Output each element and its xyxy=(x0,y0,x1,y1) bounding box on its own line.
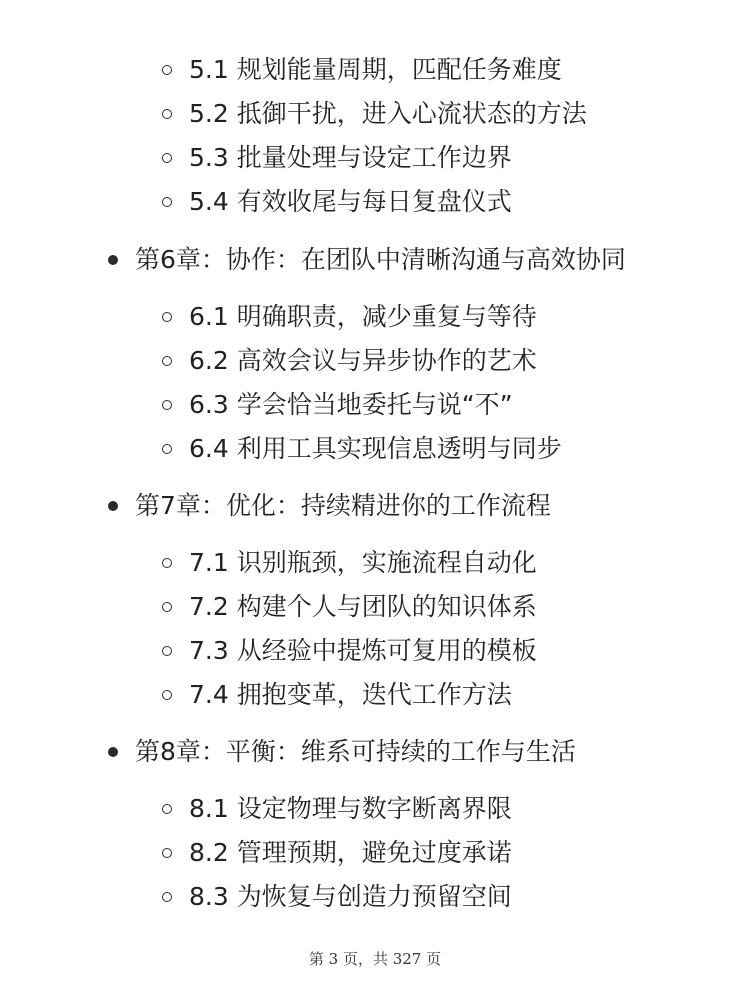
outline-item-8-1 xyxy=(162,789,512,829)
outline-item-5-2 xyxy=(162,94,587,134)
outline-item-7-2 xyxy=(162,587,537,627)
outline-item-6-4 xyxy=(162,429,562,469)
outline-item-text: 5.4 有效收尾与每日复盘仪式 xyxy=(189,187,512,216)
outline-item-text: 7.2 构建个人与团队的知识体系 xyxy=(189,592,537,621)
circle-bullet-icon xyxy=(162,602,172,612)
chapter-heading-7 xyxy=(108,486,551,526)
outline-item-text: 6.3 学会恰当地委托与说“不” xyxy=(189,390,513,419)
outline-item-text: 5.2 抵御干扰，进入心流状态的方法 xyxy=(189,99,587,128)
disc-bullet-icon xyxy=(108,501,118,511)
circle-bullet-icon xyxy=(162,400,172,410)
circle-bullet-icon xyxy=(162,197,172,207)
circle-bullet-icon xyxy=(162,312,172,322)
outline-item-text: 7.4 拥抱变革，迭代工作方法 xyxy=(189,680,512,709)
circle-bullet-icon xyxy=(162,646,172,656)
outline-item-text: 7.1 识别瓶颈，实施流程自动化 xyxy=(189,548,537,577)
outline-item-text: 8.2 管理预期，避免过度承诺 xyxy=(189,838,512,867)
disc-bullet-icon xyxy=(108,255,118,265)
circle-bullet-icon xyxy=(162,356,172,366)
outline-item-6-3 xyxy=(162,385,513,425)
outline-item-text: 7.3 从经验中提炼可复用的模板 xyxy=(189,636,537,665)
circle-bullet-icon xyxy=(162,444,172,454)
disc-bullet-icon xyxy=(108,747,118,757)
circle-bullet-icon xyxy=(162,848,172,858)
page-number-footer: 第 3 页，共 327 页 xyxy=(308,950,442,968)
chapter-heading-text: 第8章：平衡：维系可持续的工作与生活 xyxy=(135,737,576,766)
chapter-heading-6 xyxy=(108,240,626,280)
outline-item-text: 5.3 批量处理与设定工作边界 xyxy=(189,143,512,172)
circle-bullet-icon xyxy=(162,109,172,119)
outline-item-text: 6.1 明确职责，减少重复与等待 xyxy=(189,302,537,331)
outline-item-7-1 xyxy=(162,543,537,583)
outline-item-6-1 xyxy=(162,297,537,337)
outline-item-7-3 xyxy=(162,631,537,671)
outline-item-text: 8.1 设定物理与数字断离界限 xyxy=(189,794,512,823)
chapter-heading-text: 第7章：优化：持续精进你的工作流程 xyxy=(135,491,551,520)
outline-item-text: 6.4 利用工具实现信息透明与同步 xyxy=(189,434,562,463)
outline-item-7-4 xyxy=(162,675,512,715)
outline-item-6-2 xyxy=(162,341,537,381)
outline-item-8-3 xyxy=(162,877,512,917)
circle-bullet-icon xyxy=(162,690,172,700)
outline-item-5-4 xyxy=(162,182,512,222)
outline-item-5-1 xyxy=(162,50,562,90)
circle-bullet-icon xyxy=(162,804,172,814)
circle-bullet-icon xyxy=(162,892,172,902)
outline-item-text: 8.3 为恢复与创造力预留空间 xyxy=(189,882,512,911)
outline-item-5-3 xyxy=(162,138,512,178)
circle-bullet-icon xyxy=(162,65,172,75)
outline-item-text: 6.2 高效会议与异步协作的艺术 xyxy=(189,346,537,375)
circle-bullet-icon xyxy=(162,153,172,163)
chapter-heading-8 xyxy=(108,732,576,772)
circle-bullet-icon xyxy=(162,558,172,568)
chapter-heading-text: 第6章：协作：在团队中清晰沟通与高效协同 xyxy=(135,245,626,274)
outline-item-text: 5.1 规划能量周期，匹配任务难度 xyxy=(189,55,562,84)
outline-item-8-2 xyxy=(162,833,512,873)
